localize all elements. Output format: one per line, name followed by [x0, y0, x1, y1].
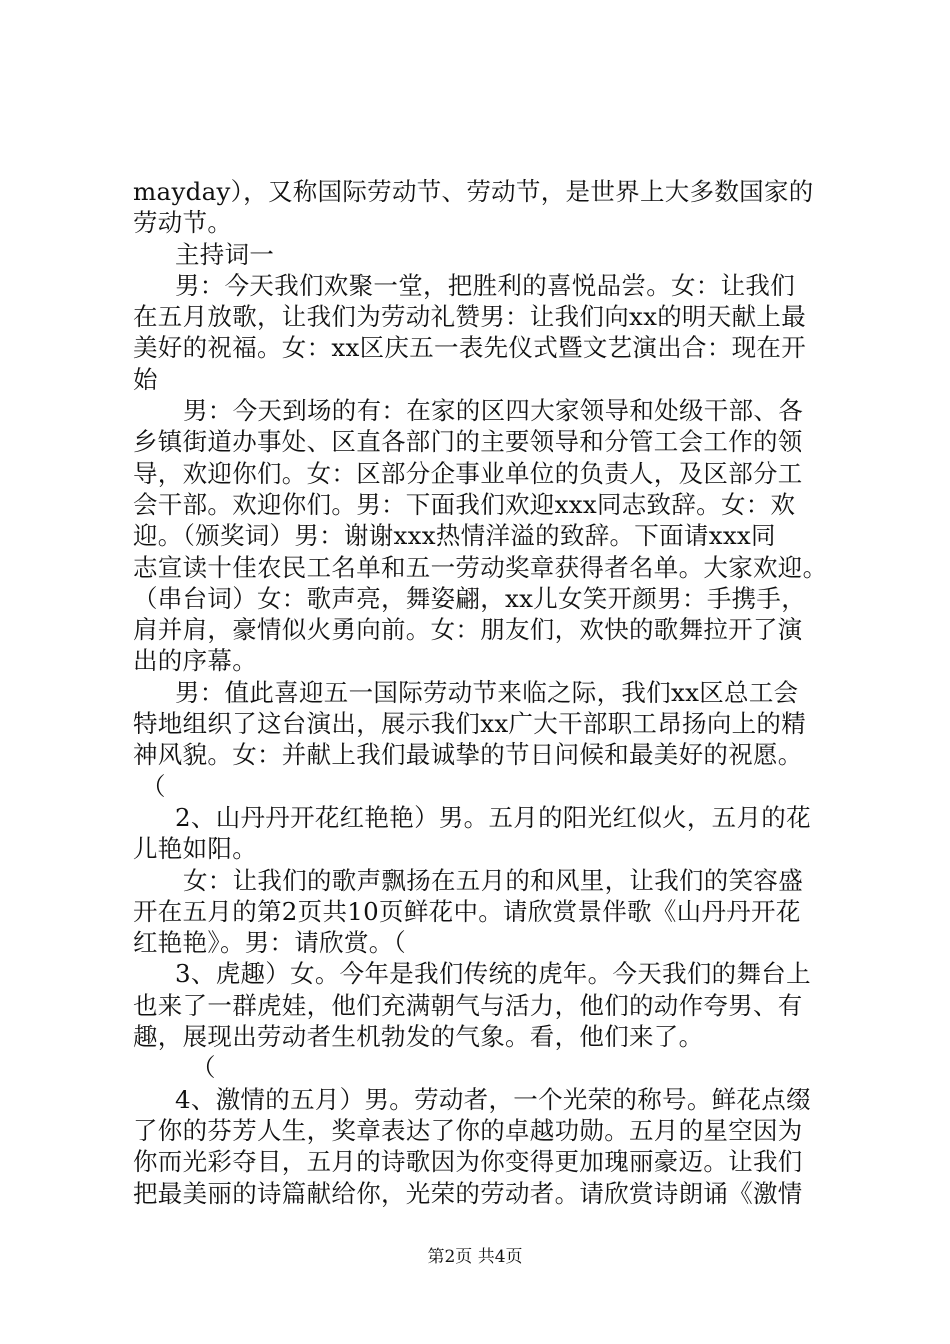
text-line: （串台词）女：歌声亮，舞姿翩，xx儿女笑开颜男：手携手， — [133, 583, 807, 613]
text-line: mayday），又称国际劳动节、劳动节，是世界上大多数国家的 — [133, 177, 814, 206]
page-footer: 第2页 共4页 — [427, 1247, 523, 1267]
text-line: 开在五月的第2页共10页鲜花中。请欣赏景伴歌《山丹丹开花 — [133, 896, 801, 926]
text-line: 3、虎趣）女。今年是我们传统的虎年。今天我们的舞台上 — [175, 959, 811, 989]
text-line: 肩并肩，豪情似火勇向前。女：朋友们，欢快的歌舞拉开了演 — [133, 615, 803, 645]
text-line: 出的序幕。 — [133, 646, 257, 676]
text-line: 你而光彩夺目，五月的诗歌因为你变得更加瑰丽豪迈。让我们 — [133, 1147, 803, 1177]
text-line: 乡镇街道办事处、区直各部门的主要领导和分管工会工作的领 — [133, 427, 803, 457]
text-line: 也来了一群虎娃，他们充满朝气与活力，他们的动作夸男、有 — [133, 990, 803, 1020]
text-line: 特地组织了这台演出，展示我们xx广大干部职工昂扬向上的精 — [133, 709, 807, 739]
text-line: 2、山丹丹开花红艳艳）男。五月的阳光红似火，五月的花 — [175, 802, 811, 832]
text-line: 把最美丽的诗篇献给你，光荣的劳动者。请欣赏诗朗诵《激情 — [133, 1178, 803, 1208]
text-line: 志宣读十佳农民工名单和五一劳动奖章获得者名单。大家欢迎。 — [133, 552, 828, 582]
text-line: 女：让我们的歌声飘扬在五月的和风里，让我们的笑容盛 — [183, 865, 803, 895]
document-body — [133, 176, 833, 1209]
text-line: 儿艳如阳。 — [133, 834, 257, 864]
text-line: 红艳艳》。男：请欣赏。（ — [133, 928, 407, 958]
text-line: 4、激情的五月）男。劳动者，一个光荣的称号。鲜花点缀 — [175, 1084, 811, 1114]
text-line: 始 — [133, 364, 158, 394]
text-line: 了你的芬芳人生，奖章表达了你的卓越功勋。五月的星空因为 — [133, 1115, 803, 1145]
text-line: （ — [141, 771, 166, 801]
text-line: 趣，展现出劳动者生机勃发的气象。看，他们来了。 — [133, 1022, 704, 1052]
section-heading: 主持词一 — [175, 239, 275, 269]
text-line: 劳动节。 — [133, 208, 233, 238]
text-line: 在五月放歌，让我们为劳动礼赞男：让我们向xx的明天献上最 — [133, 302, 807, 332]
text-line: 神风貌。女：并献上我们最诚挚的节日问候和最美好的祝愿。 — [133, 740, 803, 770]
text-line: （ — [191, 1053, 216, 1083]
text-line: 男：值此喜迎五一国际劳动节来临之际，我们xx区总工会 — [175, 677, 799, 707]
text-line: 男：今天到场的有：在家的区四大家领导和处级干部、各 — [183, 396, 803, 426]
text-line: 迎。（颁奖词）男：谢谢xxx热情洋溢的致辞。下面请xxx同 — [133, 521, 776, 551]
text-line: 会干部。欢迎你们。男：下面我们欢迎xxx同志致辞。女：欢 — [133, 489, 796, 519]
text-line: 男：今天我们欢聚一堂，把胜利的喜悦品尝。女：让我们 — [175, 270, 795, 300]
text-line: 导，欢迎你们。女：区部分企事业单位的负责人，及区部分工 — [133, 458, 803, 488]
text-line: 美好的祝福。女：xx区庆五一表先仪式暨文艺演出合：现在开 — [133, 333, 807, 363]
